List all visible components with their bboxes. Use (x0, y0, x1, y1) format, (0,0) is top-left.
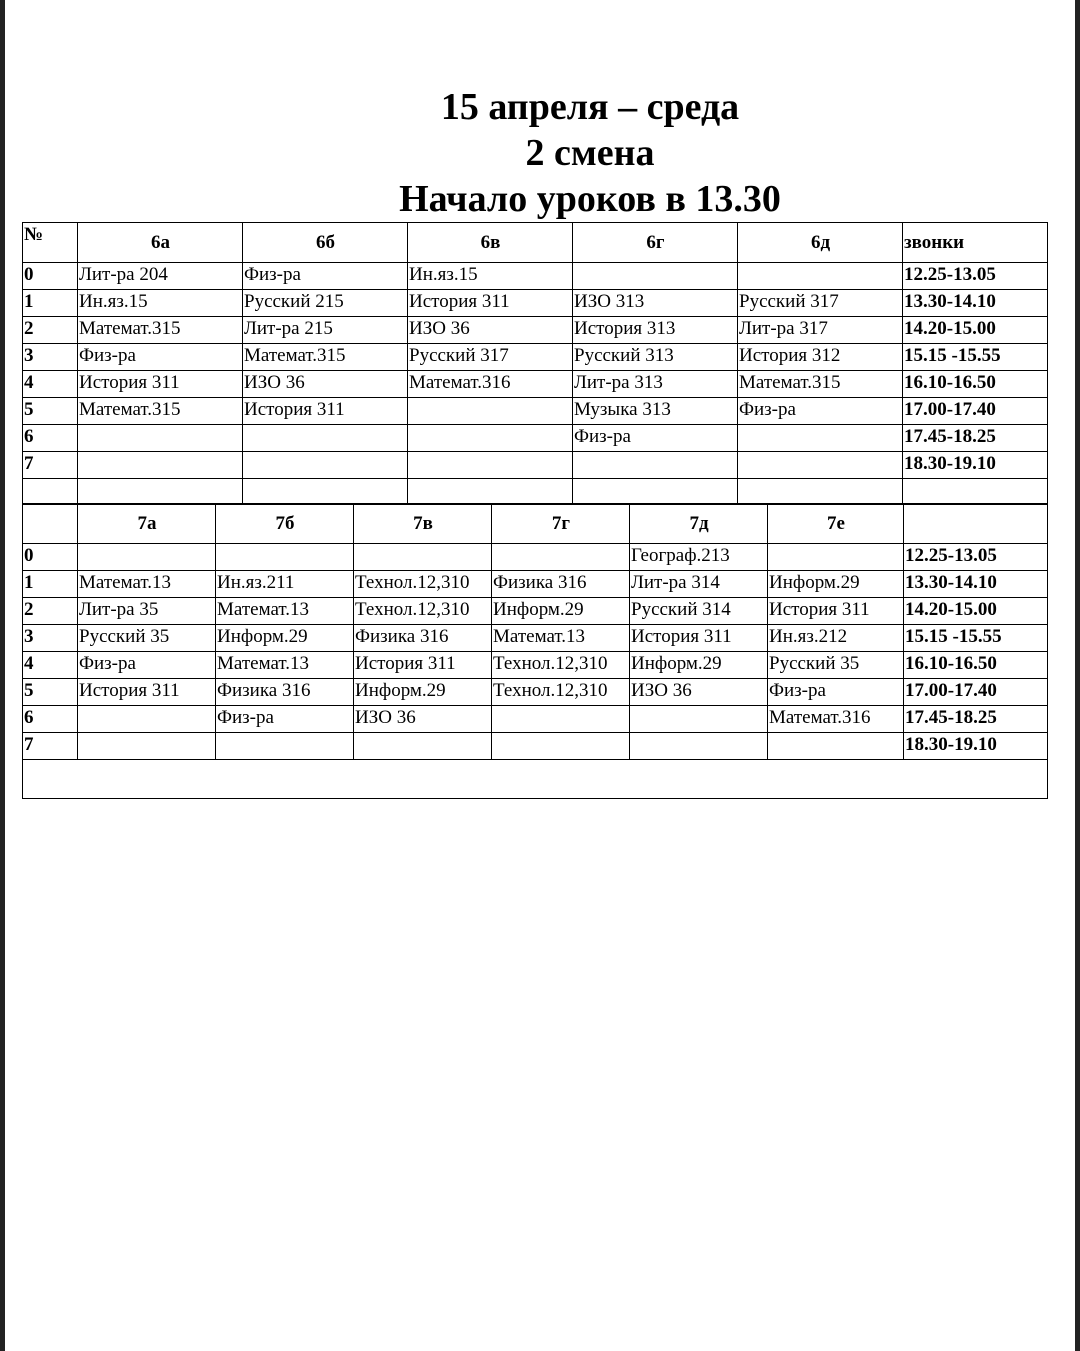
lesson-cell: Физ-ра (768, 679, 904, 706)
page-border-right (1075, 0, 1080, 1351)
lesson-cell: История 312 (738, 344, 903, 371)
table-row (23, 263, 1048, 290)
lesson-cell: История 311 (78, 371, 243, 398)
bell-time: 17.00-17.40 (903, 398, 1048, 425)
class-header: 6д (738, 223, 903, 263)
bell-time: 16.10-16.50 (903, 371, 1048, 398)
lesson-cell (78, 544, 216, 571)
lesson-cell: Математ.315 (738, 371, 903, 398)
lesson-number: 6 (23, 706, 78, 733)
lesson-cell (738, 452, 903, 479)
bell-time: 17.00-17.40 (904, 679, 1048, 706)
bell-time: 15.15 -15.55 (904, 625, 1048, 652)
header-row (23, 223, 1048, 263)
lesson-cell (630, 733, 768, 760)
table-row (23, 371, 1048, 398)
lesson-cell: Физ-ра (78, 344, 243, 371)
lesson-cell: История 311 (243, 398, 408, 425)
class-header: 6а (78, 223, 243, 263)
lesson-cell: История 311 (408, 290, 573, 317)
lesson-cell (78, 706, 216, 733)
lesson-cell: Ин.яз.212 (768, 625, 904, 652)
lesson-number: 1 (23, 571, 78, 598)
table-row (23, 290, 1048, 317)
lesson-cell: ИЗО 36 (243, 371, 408, 398)
table-row (23, 398, 1048, 425)
bell-time: 18.30-19.10 (903, 452, 1048, 479)
lesson-number: 7 (23, 452, 78, 479)
empty-cell (408, 479, 573, 505)
empty-cell (573, 479, 738, 505)
lesson-number: 7 (23, 733, 78, 760)
table-row (23, 706, 1048, 733)
empty-cell (23, 479, 78, 505)
lesson-number: 1 (23, 290, 78, 317)
class-header: 7г (492, 504, 630, 544)
lesson-cell (243, 425, 408, 452)
lesson-cell: Физ-ра (573, 425, 738, 452)
class-header: 6в (408, 223, 573, 263)
bell-time: 15.15 -15.55 (903, 344, 1048, 371)
lesson-cell: Технол.12,310 (354, 598, 492, 625)
lesson-cell (492, 544, 630, 571)
lesson-cell: Физ-ра (78, 652, 216, 679)
lesson-cell: ИЗО 36 (354, 706, 492, 733)
lesson-cell (78, 452, 243, 479)
lesson-cell: Математ.13 (492, 625, 630, 652)
lesson-cell: Лит-ра 204 (78, 263, 243, 290)
table-row (23, 344, 1048, 371)
lesson-number: 5 (23, 679, 78, 706)
table-row (23, 598, 1048, 625)
empty-cell (243, 479, 408, 505)
table-row (23, 425, 1048, 452)
schedule-table-grade6 (22, 222, 1048, 505)
lesson-cell: Русский 317 (738, 290, 903, 317)
lesson-cell: История 311 (768, 598, 904, 625)
class-header: 7б (216, 504, 354, 544)
lesson-cell: Русский 215 (243, 290, 408, 317)
table-row (23, 317, 1048, 344)
table-row (23, 452, 1048, 479)
lesson-cell: Лит-ра 35 (78, 598, 216, 625)
lesson-number: 4 (23, 371, 78, 398)
lesson-cell: Ин.яз.211 (216, 571, 354, 598)
title-start-time: Начало уроков в 13.30 (399, 178, 781, 220)
lesson-cell: Лит-ра 215 (243, 317, 408, 344)
lesson-cell: Лит-ра 314 (630, 571, 768, 598)
lesson-cell: Географ.213 (630, 544, 768, 571)
lesson-cell: Математ.13 (216, 598, 354, 625)
lesson-cell (408, 452, 573, 479)
schedule-table-grade7 (22, 503, 1048, 799)
lesson-number: 0 (23, 544, 78, 571)
class-header: 7в (354, 504, 492, 544)
lesson-cell: Информ.29 (630, 652, 768, 679)
lesson-cell (78, 733, 216, 760)
lesson-cell: Русский 313 (573, 344, 738, 371)
empty-cell (78, 479, 243, 505)
lesson-number: 4 (23, 652, 78, 679)
page-border-left (0, 0, 5, 1351)
title-shift: 2 смена (525, 132, 655, 174)
lesson-cell: История 313 (573, 317, 738, 344)
bell-time: 17.45-18.25 (903, 425, 1048, 452)
lesson-cell: Музыка 313 (573, 398, 738, 425)
table-row (23, 625, 1048, 652)
lesson-cell: История 311 (354, 652, 492, 679)
lesson-cell (738, 425, 903, 452)
bell-time: 18.30-19.10 (904, 733, 1048, 760)
lesson-cell (630, 706, 768, 733)
lesson-cell: Математ.316 (768, 706, 904, 733)
bells-header: звонки (903, 223, 1048, 263)
lesson-cell: Технол.12,310 (492, 679, 630, 706)
lesson-cell: Русский 317 (408, 344, 573, 371)
lesson-number: 5 (23, 398, 78, 425)
empty-cell (23, 760, 1048, 799)
bell-time: 13.30-14.10 (904, 571, 1048, 598)
lesson-cell: Физ-ра (738, 398, 903, 425)
table-row (23, 544, 1048, 571)
lesson-cell: Математ.13 (216, 652, 354, 679)
class-header: 6г (573, 223, 738, 263)
lesson-number: 2 (23, 598, 78, 625)
lesson-cell: История 311 (78, 679, 216, 706)
lesson-cell: Физ-ра (216, 706, 354, 733)
bell-time: 13.30-14.10 (903, 290, 1048, 317)
empty-row (23, 760, 1048, 799)
lesson-cell: Технол.12,310 (492, 652, 630, 679)
lesson-number: 6 (23, 425, 78, 452)
table-row (23, 571, 1048, 598)
bell-time: 14.20-15.00 (904, 598, 1048, 625)
lesson-cell: Информ.29 (768, 571, 904, 598)
lesson-number-header (23, 504, 78, 544)
lesson-cell: Информ.29 (492, 598, 630, 625)
lesson-cell: Физика 316 (216, 679, 354, 706)
lesson-cell: Технол.12,310 (354, 571, 492, 598)
bell-time: 14.20-15.00 (903, 317, 1048, 344)
lesson-cell (573, 263, 738, 290)
lesson-cell: Математ.315 (78, 317, 243, 344)
bell-time: 16.10-16.50 (904, 652, 1048, 679)
lesson-cell: Русский 35 (78, 625, 216, 652)
lesson-cell: Математ.13 (78, 571, 216, 598)
lesson-cell: ИЗО 313 (573, 290, 738, 317)
table-row (23, 679, 1048, 706)
lesson-cell: Лит-ра 317 (738, 317, 903, 344)
lesson-cell: Математ.315 (243, 344, 408, 371)
lesson-cell: ИЗО 36 (630, 679, 768, 706)
table-row (23, 733, 1048, 760)
lesson-cell: Русский 314 (630, 598, 768, 625)
lesson-cell (768, 544, 904, 571)
lesson-cell: Физика 316 (354, 625, 492, 652)
lesson-number: 3 (23, 625, 78, 652)
lesson-cell (408, 425, 573, 452)
class-header: 7а (78, 504, 216, 544)
lesson-cell: ИЗО 36 (408, 317, 573, 344)
lesson-cell (354, 733, 492, 760)
lesson-cell: История 311 (630, 625, 768, 652)
bells-header (904, 504, 1048, 544)
lesson-cell: Физ-ра (243, 263, 408, 290)
lesson-cell: Физика 316 (492, 571, 630, 598)
table-row (23, 652, 1048, 679)
lesson-cell: Информ.29 (216, 625, 354, 652)
lesson-cell (354, 544, 492, 571)
lesson-cell: Русский 35 (768, 652, 904, 679)
lesson-cell: Лит-ра 313 (573, 371, 738, 398)
empty-cell (738, 479, 903, 505)
lesson-cell: Ин.яз.15 (408, 263, 573, 290)
page-title (330, 84, 850, 222)
lesson-cell: Ин.яз.15 (78, 290, 243, 317)
class-header: 7е (768, 504, 904, 544)
lesson-cell (768, 733, 904, 760)
lesson-cell (78, 425, 243, 452)
lesson-number: 2 (23, 317, 78, 344)
bell-time: 12.25-13.05 (904, 544, 1048, 571)
class-header: 6б (243, 223, 408, 263)
lesson-number: 0 (23, 263, 78, 290)
lesson-cell: Математ.315 (78, 398, 243, 425)
header-row (23, 504, 1048, 544)
title-date: 15 апреля – среда (440, 86, 740, 128)
lesson-cell (573, 452, 738, 479)
empty-row (23, 479, 1048, 505)
class-header: 7д (630, 504, 768, 544)
lesson-number-header: № (23, 223, 78, 263)
lesson-cell (408, 398, 573, 425)
empty-cell (903, 479, 1048, 505)
lesson-cell (492, 733, 630, 760)
lesson-cell: Информ.29 (354, 679, 492, 706)
bell-time: 17.45-18.25 (904, 706, 1048, 733)
lesson-number: 3 (23, 344, 78, 371)
lesson-cell (216, 544, 354, 571)
lesson-cell (738, 263, 903, 290)
lesson-cell (492, 706, 630, 733)
lesson-cell (243, 452, 408, 479)
bell-time: 12.25-13.05 (903, 263, 1048, 290)
lesson-cell: Математ.316 (408, 371, 573, 398)
lesson-cell (216, 733, 354, 760)
